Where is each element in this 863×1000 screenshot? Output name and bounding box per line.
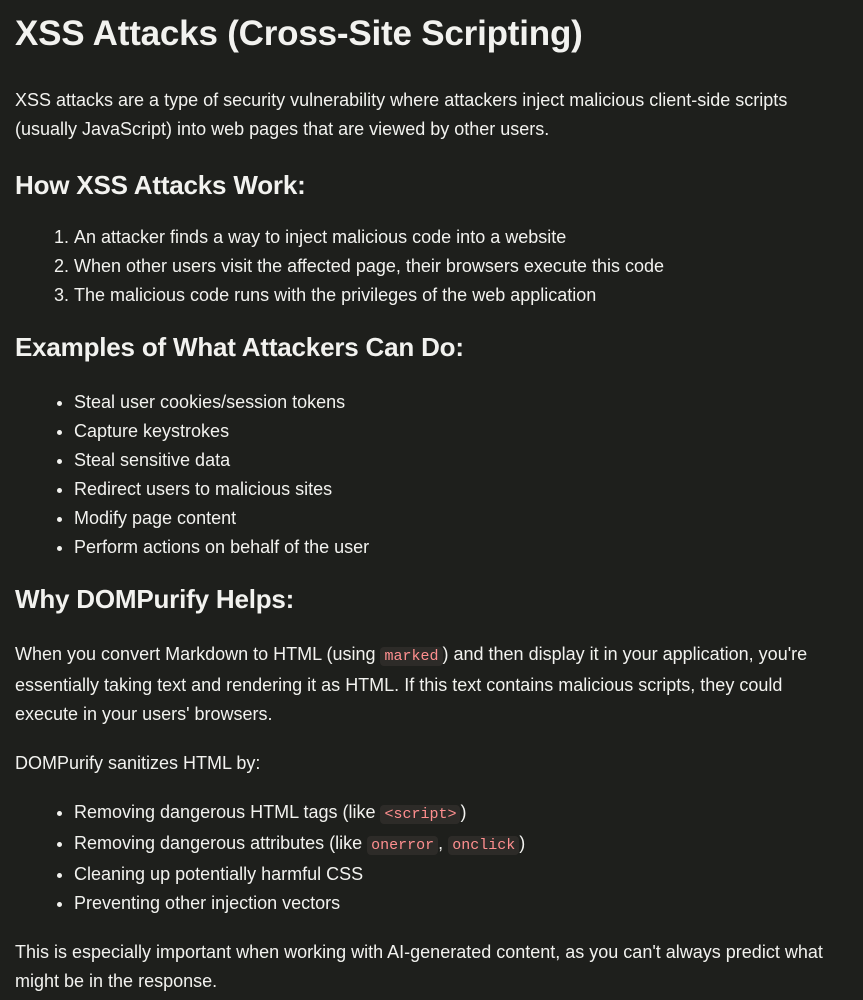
list-item: 3. The malicious code runs with the privileges of the web application bbox=[74, 281, 848, 310]
intro-paragraph: XSS attacks are a type of security vulnerability where attackers inject malicious client-side scripts (usually JavaScript) into web pages that are viewed by other users. bbox=[15, 90, 788, 139]
list-item: • Steal user cookies/session tokens bbox=[74, 388, 848, 417]
examples-heading: Examples of What Attackers Can Do: bbox=[15, 332, 464, 362]
sanitizes-paragraph: DOMPurify sanitizes HTML by: bbox=[15, 753, 261, 773]
dompurify-paragraph bbox=[15, 640, 848, 729]
inline-code: marked bbox=[380, 647, 442, 666]
list-item: • Modify page content bbox=[74, 504, 848, 533]
list-item: • Steal sensitive data bbox=[74, 446, 848, 475]
text-span: Removing dangerous HTML tags (like bbox=[74, 802, 381, 822]
text-span: ) bbox=[460, 802, 467, 822]
list-item bbox=[74, 829, 848, 860]
text-span: When you convert Markdown to HTML (using bbox=[15, 644, 381, 664]
list-item: • Cleaning up potentially harmful CSS bbox=[74, 860, 848, 889]
list-item: • Preventing other injection vectors bbox=[74, 889, 848, 918]
how-steps-list bbox=[15, 223, 848, 310]
examples-list bbox=[15, 388, 848, 562]
text-span: ) and then display it in your application, you're essentially taking text and rendering it as HTML. If this text contains malicious scripts, they could execute in your users' browsers. bbox=[15, 644, 808, 724]
page-title: XSS Attacks (Cross-Site Scripting) bbox=[15, 14, 583, 53]
list-item bbox=[74, 798, 848, 829]
sanitize-list bbox=[15, 798, 848, 918]
list-item: 1. An attacker finds a way to inject malicious code into a website bbox=[74, 223, 848, 252]
closing-paragraph: This is especially important when working with AI-generated content, as you can't always predict what might be in the response. bbox=[15, 942, 823, 991]
inline-code: onerror bbox=[367, 836, 438, 855]
text-span: ) bbox=[519, 833, 526, 853]
inline-code: onclick bbox=[448, 836, 519, 855]
list-item: • Redirect users to malicious sites bbox=[74, 475, 848, 504]
text-span: Removing dangerous attributes (like bbox=[74, 833, 368, 853]
text-span: , bbox=[438, 833, 449, 853]
how-heading: How XSS Attacks Work: bbox=[15, 170, 306, 200]
list-item: 2. When other users visit the affected page, their browsers execute this code bbox=[74, 252, 848, 281]
inline-code: <script> bbox=[380, 805, 460, 824]
list-item: • Perform actions on behalf of the user bbox=[74, 533, 848, 562]
list-item: • Capture keystrokes bbox=[74, 417, 848, 446]
dompurify-heading: Why DOMPurify Helps: bbox=[15, 584, 295, 614]
